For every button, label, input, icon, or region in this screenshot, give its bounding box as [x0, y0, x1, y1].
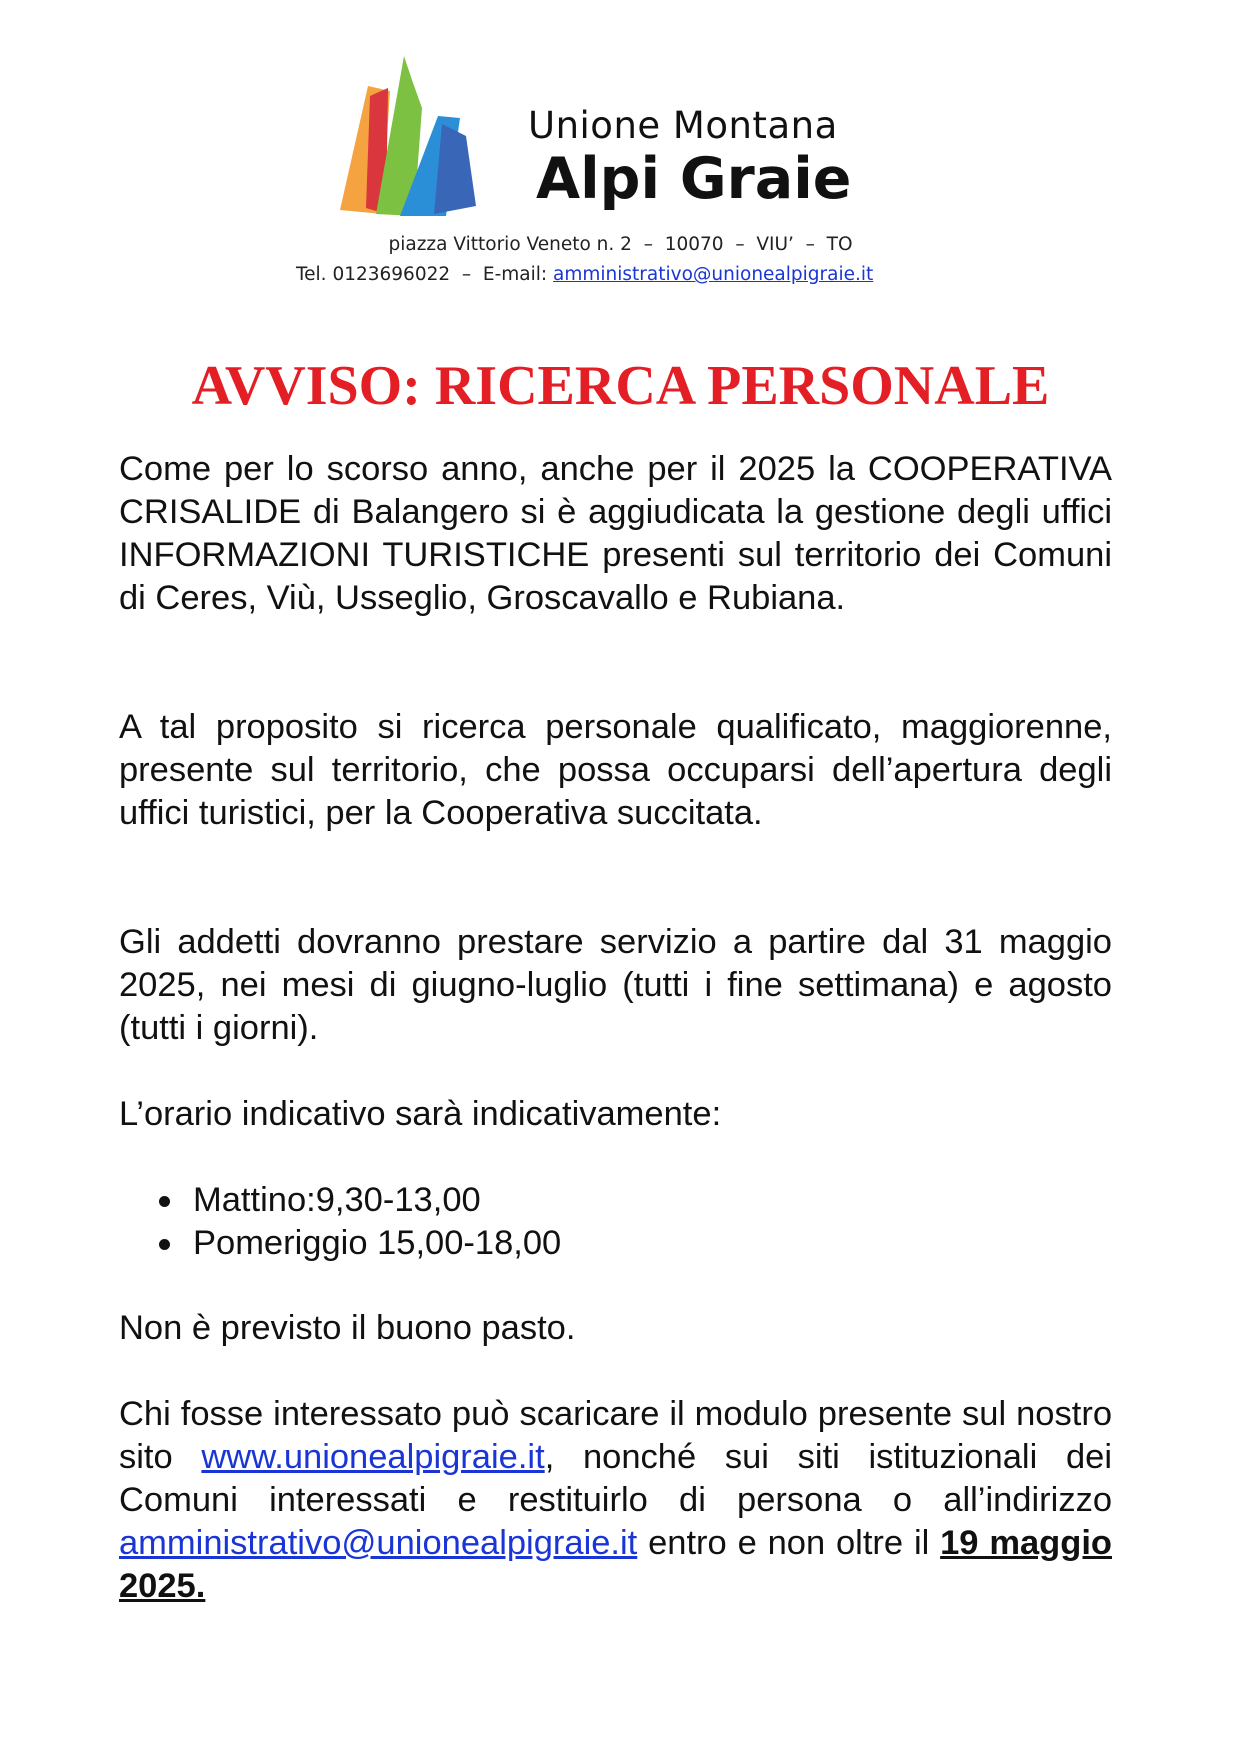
list-item — [119, 1179, 561, 1222]
website-link[interactable]: www.unionealpigraie.it — [201, 1438, 545, 1476]
bullet-icon — [159, 1196, 170, 1207]
organization-logo — [338, 56, 508, 221]
paragraph-intro: Come per lo scorso anno, anche per il 2025 la COOPERATIVA CRISALIDE di Balangero si è aggiudicata la gestione degli uffici INFORMAZIONI TURISTICHE presenti sul territorio dei Comuni di Ceres, Viù, Usseglio, Groscavallo e Rubiana. — [119, 450, 1112, 617]
paragraph-meal: Non è previsto il buono pasto. — [119, 1309, 576, 1347]
bullet-icon — [159, 1239, 170, 1250]
schedule-list — [119, 1179, 561, 1265]
schedule-afternoon: Pomeriggio 15,00-18,00 — [193, 1224, 562, 1262]
phone-label: Tel. 0123696022 – E-mail: — [296, 264, 554, 285]
organization-contact — [296, 264, 873, 285]
paragraph-hours-intro: L’orario indicativo sarà indicativamente: — [119, 1095, 722, 1133]
application-text-1: Chi fosse interessato può scaricare il modulo presente sul nostro sito — [119, 1395, 1112, 1476]
notice-title: AVVISO: RICERCA PERSONALE — [191, 355, 1050, 417]
organization-name-line1: Unione Montana — [528, 104, 838, 147]
deadline-date: 19 maggio 2025. — [119, 1524, 1112, 1605]
schedule-morning: Mattino:9,30-13,00 — [193, 1181, 481, 1219]
paragraph-search: A tal proposito si ricerca personale qualificato, maggiorenne, presente sul territorio, che possa occuparsi dell’apertura degli uffici turistici, per la Cooperativa succitata. — [119, 708, 1112, 832]
application-text-2: , nonché sui siti istituzionali dei Comuni interessati e restituirlo di persona o all’indirizzo — [119, 1438, 1112, 1519]
list-item — [119, 1222, 561, 1265]
organization-address: piazza Vittorio Veneto n. 2 – 10070 – VIU’ – TO — [388, 234, 853, 255]
organization-name-line2: Alpi Graie — [536, 146, 852, 212]
paragraph-application — [119, 1393, 1112, 1608]
email-link[interactable]: amministrativo@unionealpigraie.it — [119, 1524, 638, 1562]
application-text-3: entro e non oltre il — [637, 1524, 941, 1562]
header-email-link[interactable]: amministrativo@unionealpigraie.it — [553, 264, 874, 285]
paragraph-period: Gli addetti dovranno prestare servizio a partire dal 31 maggio 2025, nei mesi di giugno-luglio (tutti i fine settimana) e agosto (tutti i giorni). — [119, 923, 1112, 1047]
